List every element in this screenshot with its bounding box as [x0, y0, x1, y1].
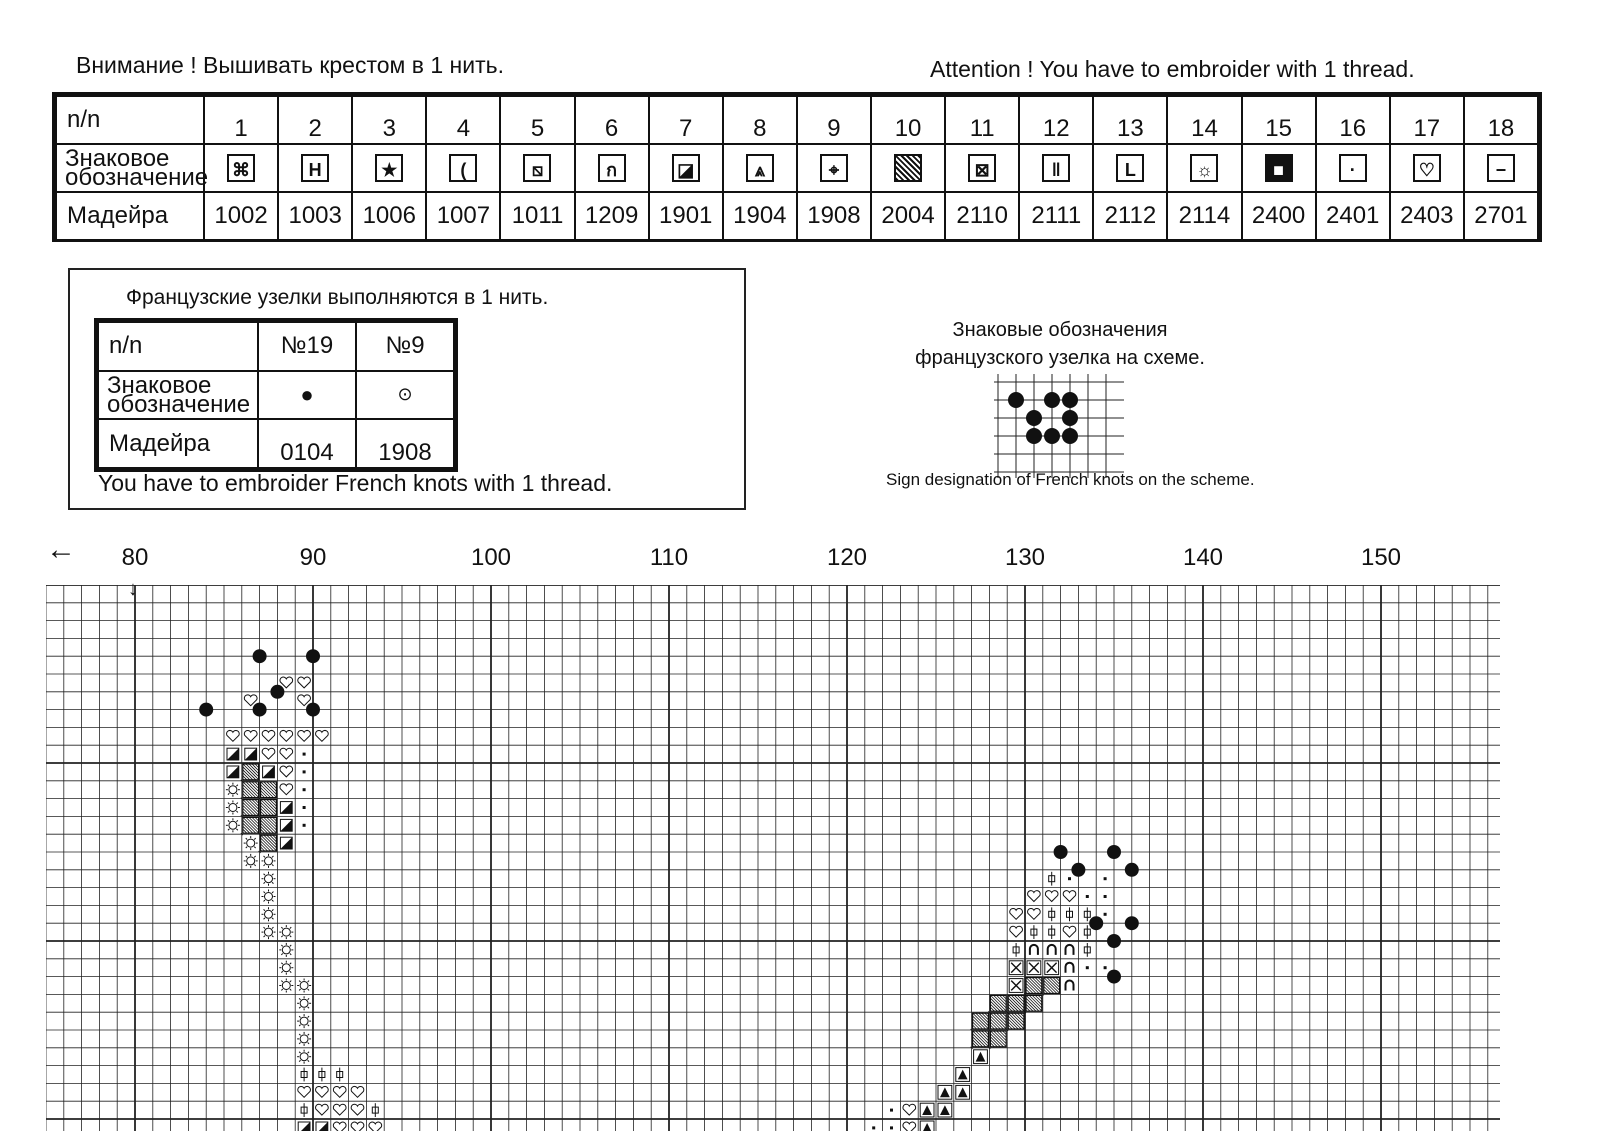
legend-number-16: 16 [1316, 96, 1390, 144]
warning-en: Attention ! You have to embroider with 1 thread. [930, 56, 1415, 82]
stitch-heart [227, 730, 240, 741]
stitch-heart [298, 730, 311, 741]
stitch-dot [890, 1126, 893, 1129]
legend-madeira-code-3: 1006 [352, 192, 426, 240]
stitch-sun [279, 979, 293, 993]
legend-madeira-code-4: 1007 [426, 192, 500, 240]
stitch-heart [333, 1086, 346, 1097]
fk-number-1: №9 [356, 322, 454, 371]
stitch-half [227, 766, 239, 778]
stitch-dot [303, 824, 306, 827]
legend-symbol-6-icon: ก [598, 154, 626, 182]
stitch-hatch [988, 995, 1006, 1013]
stitch-sun [226, 818, 240, 832]
stitch-cross [1031, 925, 1037, 939]
legend-symbol-13-icon: L [1116, 154, 1144, 182]
pattern-grid [46, 585, 1500, 1131]
legend-number-10: 10 [871, 96, 945, 144]
stitch-heart [1010, 926, 1023, 937]
legend-symbol-17-icon: ♡ [1413, 154, 1441, 182]
stitch-dot [303, 806, 306, 809]
stitch-sun [297, 1014, 311, 1028]
stitch-hatch [1006, 995, 1024, 1013]
french-knots-box [68, 268, 746, 510]
stitch-cross [1049, 872, 1055, 886]
legend-symbol-8-icon: ⩓ [746, 154, 774, 182]
stitch-heart [244, 695, 257, 706]
legend-symbol-cell-10 [871, 144, 945, 192]
legend-symbol-cell-13 [1093, 144, 1167, 192]
stitch-tri [920, 1121, 934, 1131]
legend-symbol-15-icon: ■ [1265, 154, 1293, 182]
stitch-hatch [259, 817, 277, 835]
stitch-heart [280, 730, 293, 741]
legend-number-14: 14 [1167, 96, 1241, 144]
legend-symbol-cell-2 [278, 144, 352, 192]
knot-sign-dot [1044, 392, 1060, 408]
legend-symbol-cell-15 [1242, 144, 1316, 192]
stitch-cross [1084, 907, 1090, 921]
stitch-sun [226, 801, 240, 815]
stitch-sun [262, 925, 276, 939]
stitch-heart [298, 677, 311, 688]
direction-arrow-left-icon: ← [46, 533, 76, 566]
stitch-heart [298, 1086, 311, 1097]
stitch-hatch [259, 835, 277, 853]
legend-symbol-11-icon: ⊠ [968, 154, 996, 182]
stitch-cross [301, 1103, 307, 1117]
stitch-knot [1125, 863, 1139, 877]
knot-sign-dot [1026, 428, 1042, 444]
legend-madeira-code-16: 2401 [1316, 192, 1390, 240]
stitch-hatch [1042, 978, 1060, 996]
knot-sign-dot [1062, 410, 1078, 426]
row-sym-label: Знаковое обозначение [56, 144, 204, 192]
stitch-tri [956, 1068, 970, 1082]
stitch-knot [1054, 845, 1068, 859]
legend-symbol-18-icon: − [1487, 154, 1515, 182]
legend-symbol-5-icon: ⧅ [523, 154, 551, 182]
stitch-hatch [1024, 995, 1042, 1013]
stitch-hatch [241, 800, 259, 818]
stitch-half [280, 802, 292, 814]
legend-madeira-code-15: 2400 [1242, 192, 1316, 240]
stitch-cross [372, 1103, 378, 1117]
legend-symbol-12-icon: ‖ [1042, 154, 1070, 182]
stitch-heart [316, 1086, 329, 1097]
stitch-hatch [259, 782, 277, 800]
knot-sign-dot [1044, 428, 1060, 444]
legend-symbol-1-icon: ⌘ [227, 154, 255, 182]
stitch-knot [1125, 916, 1139, 930]
french-knots-footer: You have to embroider French knots with 1 thread. [98, 470, 613, 496]
stitch-cross [1049, 925, 1055, 939]
legend-madeira-code-10: 2004 [871, 192, 945, 240]
stitch-hatch [988, 1013, 1006, 1031]
legend-symbol-cell-18 [1464, 144, 1538, 192]
row-madeira-label: Мадейра [56, 192, 204, 240]
stitch-dot [1086, 966, 1089, 969]
stitch-sun [297, 979, 311, 993]
stitch-heart [280, 784, 293, 795]
legend-number-8: 8 [723, 96, 797, 144]
warning-ru: Внимание ! Вышивать крестом в 1 нить. [76, 52, 504, 78]
stitch-hatch [988, 1031, 1006, 1049]
stitch-x [1009, 961, 1023, 975]
stitch-knot [270, 685, 284, 699]
knot-sign-title-line2: французского узелка на схеме. [915, 347, 1205, 369]
fk-row-num-label: n/n [98, 322, 258, 371]
stitch-dot [1104, 913, 1107, 916]
axis-number-140: 140 [1182, 544, 1224, 571]
legend-madeira-code-18: 2701 [1464, 192, 1538, 240]
knot-sign-title [880, 316, 1240, 372]
stitch-sun [297, 996, 311, 1010]
axis-number-110: 110 [649, 544, 689, 571]
legend-number-5: 5 [500, 96, 574, 144]
legend-symbol-14-icon: ☼ [1190, 154, 1218, 182]
french-knots-table [94, 318, 458, 472]
legend-symbol-cell-1 [204, 144, 278, 192]
stitch-heart [369, 1122, 382, 1131]
stitch-cross [1049, 907, 1055, 921]
stitch-heart [280, 766, 293, 777]
legend-madeira-code-6: 1209 [575, 192, 649, 240]
stitch-heart [1045, 891, 1058, 902]
knot-sign-caption: Sign designation of French knots on the scheme. [886, 470, 1255, 489]
stitch-heart [298, 695, 311, 706]
stitch-knot [1107, 845, 1121, 859]
legend-madeira-code-12: 2111 [1019, 192, 1093, 240]
stitch-arch [1066, 963, 1074, 973]
stitch-sun [279, 961, 293, 975]
legend-symbol-cell-8 [723, 144, 797, 192]
stitch-cross [301, 1068, 307, 1082]
stitch-arch [1030, 945, 1038, 955]
legend-symbol-cell-14 [1167, 144, 1241, 192]
stitch-knot [1107, 970, 1121, 984]
stitch-sun [244, 836, 258, 850]
legend-madeira-code-7: 1901 [649, 192, 723, 240]
stitch-dot [303, 753, 306, 756]
stitch-x [1027, 961, 1041, 975]
legend-symbol-cell-3 [352, 144, 426, 192]
legend-symbol-cell-5 [500, 144, 574, 192]
stitch-heart [1010, 908, 1023, 919]
stitch-half [280, 819, 292, 831]
stitch-heart [316, 1104, 329, 1115]
stitch-sun [297, 1050, 311, 1064]
color-legend-table [52, 92, 1542, 242]
legend-number-6: 6 [575, 96, 649, 144]
legend-number-13: 13 [1093, 96, 1167, 144]
row-num-label: n/n [56, 96, 204, 144]
stitch-knot [199, 703, 213, 717]
stitch-sun [244, 854, 258, 868]
stitch-knot [306, 703, 320, 717]
stitch-tri [974, 1050, 988, 1064]
legend-madeira-code-13: 2112 [1093, 192, 1167, 240]
stitch-cross [337, 1068, 343, 1082]
knot-sign-dot [1026, 410, 1042, 426]
legend-number-11: 11 [945, 96, 1019, 144]
knot-sign-title-line1: Знаковые обозначения [952, 319, 1168, 341]
stitch-heart [1063, 891, 1076, 902]
stitch-x [1045, 961, 1059, 975]
legend-symbol-cell-7 [649, 144, 723, 192]
legend-symbol-cell-11 [945, 144, 1019, 192]
legend-number-7: 7 [649, 96, 723, 144]
stitch-sun [226, 783, 240, 797]
stitch-heart [903, 1104, 916, 1115]
stitch-heart [280, 677, 293, 688]
stitch-heart [262, 748, 275, 759]
knot-sign-dot [1062, 392, 1078, 408]
legend-symbol-cell-16 [1316, 144, 1390, 192]
stitch-tri [938, 1085, 952, 1099]
axis-number-100: 100 [470, 544, 512, 571]
stitch-sun [262, 890, 276, 904]
fk-symbol-0-icon: ● [258, 371, 356, 420]
stitch-half [280, 837, 292, 849]
stitch-dot [1086, 895, 1089, 898]
fk-madeira-code-0: 0104 [258, 419, 356, 468]
legend-symbol-7-icon: ◪ [672, 154, 700, 182]
legend-symbol-4-icon: ( [449, 154, 477, 182]
legend-number-12: 12 [1019, 96, 1093, 144]
stitch-heart [333, 1104, 346, 1115]
legend-number-18: 18 [1464, 96, 1538, 144]
stitch-heart [316, 730, 329, 741]
stitch-sun [297, 1032, 311, 1046]
stitch-knot [306, 649, 320, 663]
stitch-knot [253, 703, 267, 717]
legend-madeira-code-17: 2403 [1390, 192, 1464, 240]
fk-madeira-code-1: 1908 [356, 419, 454, 468]
stitch-dot [1104, 877, 1107, 880]
stitch-knot [253, 649, 267, 663]
stitch-dot [303, 770, 306, 773]
legend-number-17: 17 [1390, 96, 1464, 144]
stitch-knot [1089, 916, 1103, 930]
knot-sign-dot [1062, 428, 1078, 444]
fk-symbol-1-icon: ⊙ [356, 371, 454, 420]
fk-number-0: №19 [258, 322, 356, 371]
axis-number-120: 120 [826, 544, 868, 571]
stitch-heart [280, 748, 293, 759]
stitch-half [227, 748, 239, 760]
stitch-sun [262, 907, 276, 921]
stitch-sun [279, 943, 293, 957]
knot-sign-diagram [994, 374, 1124, 478]
knot-sign-dot [1008, 392, 1024, 408]
stitch-heart [351, 1086, 364, 1097]
center-marker-down-icon: ↓ [128, 578, 138, 600]
stitch-heart [262, 730, 275, 741]
stitch-half [298, 1122, 310, 1131]
stitch-half [316, 1122, 328, 1131]
stitch-dot [872, 1126, 875, 1129]
legend-madeira-code-14: 2114 [1167, 192, 1241, 240]
legend-number-9: 9 [797, 96, 871, 144]
axis-number-90: 90 [299, 544, 327, 571]
stitch-heart [1028, 908, 1041, 919]
legend-madeira-code-5: 1011 [500, 192, 574, 240]
stitch-hatch [241, 782, 259, 800]
stitch-knot [1107, 934, 1121, 948]
stitch-heart [1028, 891, 1041, 902]
legend-symbol-cell-9 [797, 144, 871, 192]
stitch-tri [956, 1085, 970, 1099]
stitch-hatch [241, 817, 259, 835]
stitch-x [1009, 979, 1023, 993]
axis-number-150: 150 [1360, 544, 1402, 571]
stitch-hatch [241, 764, 259, 782]
stitch-arch [1066, 945, 1074, 955]
french-knots-title: Французские узелки выполняются в 1 нить. [126, 286, 549, 309]
axis-number-130: 130 [1004, 544, 1046, 571]
legend-symbol-cell-4 [426, 144, 500, 192]
legend-madeira-code-1: 1002 [204, 192, 278, 240]
stitch-tri [938, 1103, 952, 1117]
legend-symbol-cell-17 [1390, 144, 1464, 192]
stitch-half [245, 748, 257, 760]
stitch-half [263, 766, 275, 778]
legend-symbol-2-icon: H [301, 154, 329, 182]
stitch-arch [1048, 945, 1056, 955]
stitch-cross [1013, 943, 1019, 957]
legend-number-2: 2 [278, 96, 352, 144]
legend-symbol-3-icon: ★ [375, 154, 403, 182]
legend-madeira-code-8: 1904 [723, 192, 797, 240]
stitch-cross [1084, 925, 1090, 939]
legend-number-4: 4 [426, 96, 500, 144]
stitch-cross [1084, 943, 1090, 957]
fk-row-madeira-label: Мадейра [98, 419, 258, 468]
stitch-sun [262, 872, 276, 886]
stitch-hatch [1006, 1013, 1024, 1031]
stitch-sun [262, 854, 276, 868]
legend-symbol-9-icon: ⌖ [820, 154, 848, 182]
axis-number-80: 80 [121, 544, 149, 571]
stitch-heart [244, 730, 257, 741]
stitch-sun [279, 925, 293, 939]
legend-madeira-code-9: 1908 [797, 192, 871, 240]
stitch-dot [1104, 895, 1107, 898]
stitch-cross [319, 1068, 325, 1082]
legend-number-1: 1 [204, 96, 278, 144]
stitch-dot [1068, 877, 1071, 880]
stitch-dot [890, 1109, 893, 1112]
stitch-heart [1063, 926, 1076, 937]
stitch-heart [333, 1122, 346, 1131]
stitch-heart [351, 1104, 364, 1115]
stitch-tri [920, 1103, 934, 1117]
fk-row-sym-label: Знаковое обозначение [98, 371, 258, 420]
legend-symbol-16-icon: · [1339, 154, 1367, 182]
stitch-dot [1104, 966, 1107, 969]
stitch-hatch [971, 1031, 989, 1049]
stitch-cross [1067, 907, 1073, 921]
legend-symbol-cell-12 [1019, 144, 1093, 192]
legend-symbol-10-icon [894, 154, 922, 182]
stitch-hatch [971, 1013, 989, 1031]
stitch-hatch [259, 800, 277, 818]
legend-symbol-cell-6 [575, 144, 649, 192]
stitch-heart [903, 1122, 916, 1131]
stitch-dot [303, 788, 306, 791]
legend-number-3: 3 [352, 96, 426, 144]
legend-madeira-code-11: 2110 [945, 192, 1019, 240]
legend-madeira-code-2: 1003 [278, 192, 352, 240]
stitch-heart [351, 1122, 364, 1131]
stitch-hatch [1024, 978, 1042, 996]
stitch-arch [1066, 981, 1074, 991]
stitch-knot [1071, 863, 1085, 877]
legend-number-15: 15 [1242, 96, 1316, 144]
